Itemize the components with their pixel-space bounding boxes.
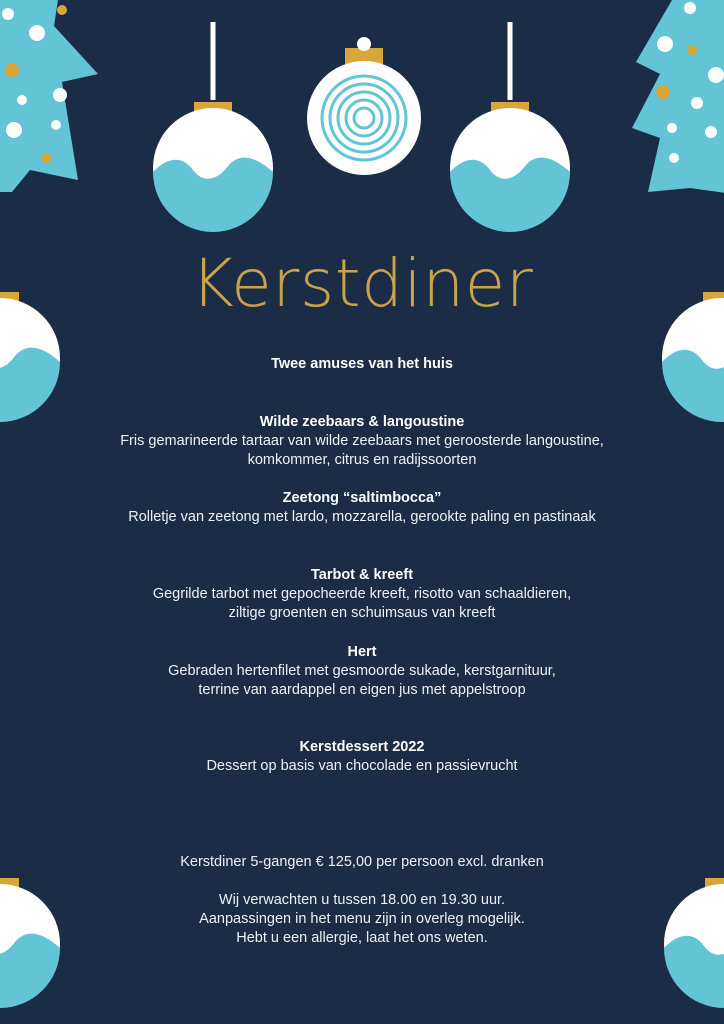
course-description: Gegrilde tarbot met gepocheerde kreeft, risotto van schaaldieren, bbox=[152, 586, 572, 602]
course-name: Tarbot & kreeft bbox=[310, 567, 414, 583]
course-name: Kerstdessert 2022 bbox=[299, 739, 425, 755]
menu-title: Kerstdiner bbox=[190, 245, 534, 322]
course-name: Wilde zeebaars & langoustine bbox=[259, 414, 465, 430]
course-description: Rolletje van zeetong met lardo, mozzarella, gerookte paling en pastinaak bbox=[128, 509, 596, 525]
info-note: Aanpassingen in het menu zijn in overleg mogelijk. bbox=[199, 911, 525, 927]
course-description: Gebraden hertenfilet met gesmoorde sukade, kerstgarnituur, bbox=[168, 663, 556, 679]
swirl-ornament-icon bbox=[307, 37, 421, 175]
course-description: ziltige groenten en schuimsaus van kreeft bbox=[228, 605, 496, 621]
course-description: Dessert op basis van chocolade en passievrucht bbox=[206, 758, 518, 774]
course-name: Hert bbox=[347, 644, 377, 660]
amuse-line: Twee amuses van het huis bbox=[271, 356, 453, 372]
info-note: Wij verwachten u tussen 18.00 en 19.30 uur. bbox=[218, 892, 506, 908]
course-description: Fris gemarineerde tartaar van wilde zeebaars met geroosterde langoustine, bbox=[120, 433, 604, 449]
christmas-ornament-icon bbox=[450, 102, 570, 232]
christmas-tree-icon bbox=[632, 0, 724, 195]
course-description: komkommer, citrus en radijssoorten bbox=[247, 452, 477, 468]
christmas-ornament-icon bbox=[153, 102, 273, 232]
christmas-tree-icon bbox=[0, 0, 98, 192]
course-name: Zeetong “saltimbocca” bbox=[282, 490, 442, 506]
info-note: Hebt u een allergie, laat het ons weten. bbox=[236, 930, 488, 946]
price-line: Kerstdiner 5-gangen € 125,00 per persoon excl. dranken bbox=[180, 854, 544, 870]
course-description: terrine van aardappel en eigen jus met appelstroop bbox=[198, 682, 526, 698]
